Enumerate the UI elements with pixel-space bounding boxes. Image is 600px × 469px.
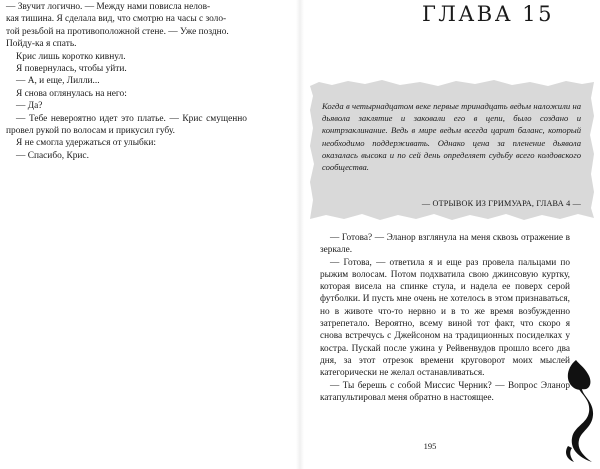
left-paragraph: Крис лишь коротко кивнул. <box>16 51 126 62</box>
epigraph-source: — ОТРЫВОК ИЗ ГРИМУАРА, ГЛАВА 4 — <box>421 199 581 208</box>
left-paragraph: — А, и еще, Лилли... <box>16 76 100 87</box>
left-line-3: той резьбой на противоположной стене. — Уже поздно. <box>6 26 229 37</box>
left-paragraph: Я снова оглянулась на него: <box>16 88 127 99</box>
chapter-title: ГЛАВА 15 <box>421 2 555 26</box>
left-paragraph: Я не смогла удержаться от улыбки: <box>16 138 156 149</box>
left-page-text <box>6 1 247 162</box>
left-paragraph: Я повернулась, чтобы уйти. <box>16 64 127 75</box>
right-page-text <box>320 232 570 404</box>
epigraph-text: Когда в четырнадцатом веке первые тринадцать ведьм наложили на дьявола заклятие и заковали его в цепи, было создано и контрзаклинание. Ведь в мире ведьм всегда царит баланс, который необходимо поддерживать. Однако цена за пленение дьявола оказалась высока и по сей день определяет судьбу всего колдовского сообщества. <box>322 101 581 173</box>
right-paragraph: — Ты берешь с собой Миссис Черник? — Вопрос Эланор катапультировал меня обратно в настоящее. <box>320 380 570 403</box>
left-paragraph: — Тебе невероятно идет это платье. — Крис смущенно провел рукой по волосам и прикусил губу. <box>6 113 247 137</box>
left-line-1: — Звучит логично. — Между нами повисла нелов- <box>6 2 211 12</box>
right-paragraph: — Готова, — ответила я и еще раз провела пальцами по рыжим волосам. Потом подхватила свою джинсовую куртку, которая висела на спинке стула, и надела ее поверх серой футболки. И пусть мне очень не хотелось в этом признаваться, но в животе что-то нервно и в то же время возбужденно затрепетало. Вероятно, всему виной тот факт, что скоро я снова встречусь с Джейсоном на традиционных посиделках у костра. Пускай после ужина у Рейвенвудов прошло всего два дня, за этот отрезок времени круговорот моих мыслей категорически не желал останавливаться. <box>320 257 570 379</box>
left-paragraph: — Да? <box>16 101 43 112</box>
left-line-2: кая тишина. Я сделала вид, что смотрю на часы с золо- <box>6 14 227 25</box>
swirl-flourish-icon <box>562 358 596 464</box>
left-line-4: Пойду-ка я спать. <box>6 39 77 50</box>
right-paragraph: — Готова? — Эланор взглянула на меня сквозь отражение в зеркале. <box>320 233 570 256</box>
right-page <box>300 0 600 469</box>
left-paragraph: — Спасибо, Крис. <box>16 150 89 161</box>
page-number: 195 <box>423 441 437 451</box>
epigraph-box <box>310 80 594 220</box>
